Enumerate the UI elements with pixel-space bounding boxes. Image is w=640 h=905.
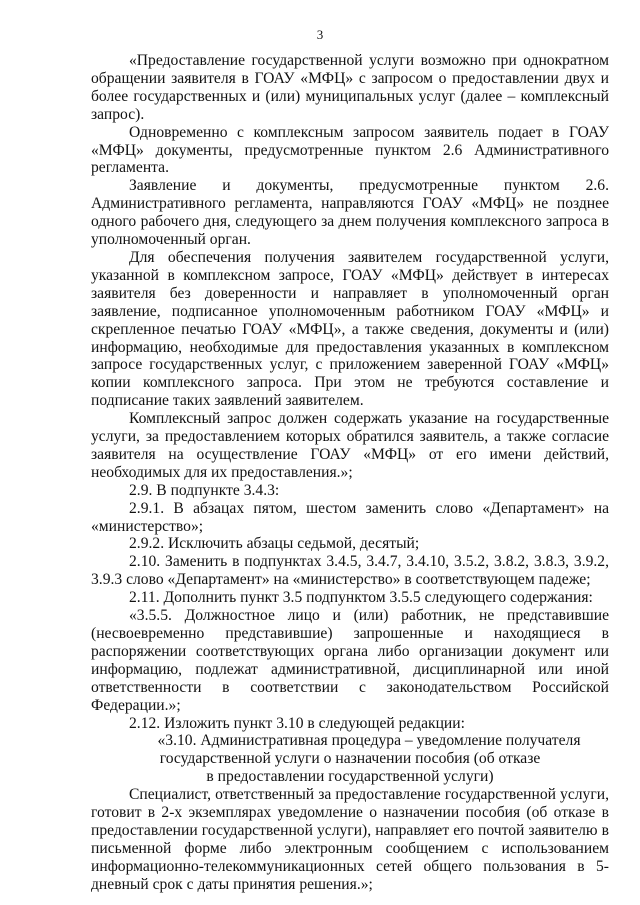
paragraph-item-2-9-1: 2.9.1. В абзацах пятом, шестом заменить слово «Департамент» на «министерство»; bbox=[91, 499, 609, 535]
paragraph-mfc-acts-on-behalf: Для обеспечения получения заявителем государственной услуги, указанной в комплексном запросе, ГОАУ «МФЦ» действует в интересах заявителя без доверенности и направляет в уполномоченный орган заявление, подписанное уполномоченным работником ГОАУ «МФЦ» и скрепленное печатью ГОАУ «МФЦ», а также сведения, документы и (или) информацию, необходимые для предоставления указанных в комплексном запросе государственных услуг, с приложением заверенной ГОАУ «МФЦ» копии комплексного запроса. При этом не требуются составление и подписание таких заявлений заявителем. bbox=[91, 248, 609, 410]
section-heading-line-1: «3.10. Административная процедура – уведомление получателя bbox=[157, 732, 581, 750]
paragraph-item-2-9-2: 2.9.2. Исключить абзацы седьмой, десятый; bbox=[129, 535, 420, 553]
section-heading-line-2: государственной услуги о назначении пособия (об отказе bbox=[159, 750, 541, 768]
paragraph-item-2-9: 2.9. В подпункте 3.4.3: bbox=[129, 481, 280, 499]
document-body bbox=[91, 52, 609, 894]
page-number: 3 bbox=[316, 27, 324, 42]
paragraph-documents-submission: Одновременно с комплексным запросом заявитель подает в ГОАУ «МФЦ» документы, предусмотренные пунктом 2.6 Административного регламента. bbox=[91, 123, 609, 177]
paragraph-complex-request-definition: «Предоставление государственной услуги возможно при однократном обращении заявителя в ГОАУ «МФЦ» с запросом о предоставлении двух и более государственных и (или) муниципальных услуг (далее – комплексный запрос). bbox=[91, 52, 609, 123]
paragraph-item-2-10: 2.10. Заменить в подпунктах 3.4.5, 3.4.7, 3.4.10, 3.5.2, 3.8.2, 3.8.3, 3.9.2, 3.9.3 слово «Департамент» на «министерство» в соответствующем падеже; bbox=[91, 553, 609, 589]
paragraph-request-content: Комплексный запрос должен содержать указание на государственные услуги, за предоставлением которых обратился заявитель, а также согласие заявителя на осуществление ГОАУ «МФЦ» от его имени действий, необходимых для их предоставления.»; bbox=[91, 410, 609, 481]
paragraph-item-2-11: 2.11. Дополнить пункт 3.5 подпунктом 3.5.5 следующего содержания: bbox=[129, 589, 593, 607]
paragraph-notification-procedure: Специалист, ответственный за предоставление государственной услуги, готовит в 2-х экземплярах уведомление о назначении пособия (об отказе в предоставлении государственной услуги), направляет его почтой заявителю в письменной форме либо электронным сообщением с использованием информационно-телекоммуникационных сетей общего пользования в 5-дневный срок с даты принятия решения.»; bbox=[91, 786, 609, 893]
paragraph-subitem-3-5-5: «3.5.5. Должностное лицо и (или) работник, не представившие (несвоевременно представившие) запрошенные и находящиеся в распоряжении соответствующих органа либо организации документ или информацию, подлежат административной, дисциплинарной или иной ответственности в соответствии с законодательством Российской Федерации.»; bbox=[91, 607, 609, 714]
paragraph-forwarding-deadline: Заявление и документы, предусмотренные пунктом 2.6. Административного регламента, направляются ГОАУ «МФЦ» не позднее одного рабочего дня, следующего за днем получения комплексного запроса в уполномоченный орган. bbox=[91, 177, 609, 249]
section-heading-line-3: в предоставлении государственной услуги) bbox=[206, 768, 494, 786]
paragraph-item-2-12: 2.12. Изложить пункт 3.10 в следующей редакции: bbox=[129, 714, 465, 732]
